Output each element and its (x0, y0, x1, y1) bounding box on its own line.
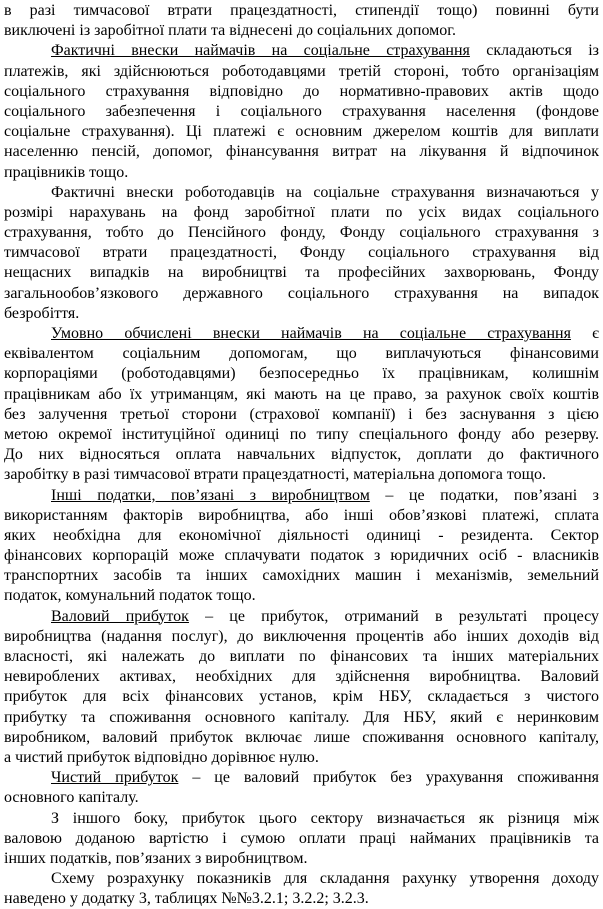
text-line (4, 142, 599, 162)
text-line (4, 183, 599, 203)
text-line (4, 364, 599, 384)
line-text: виробництва (надання послуг), до виключення процентів або інших доходів від (4, 627, 599, 645)
line-text: розмірі нарахувань на фонд заробітної плати по усіх видах соціального (4, 203, 599, 221)
paragraph (4, 183, 599, 324)
line-text: транспортних засобів та інших самохідних машин і механізмів, земельний (4, 567, 599, 585)
line-text: працівникам або їх утриманцям, які мають на це право, за рахунок своїх коштів (4, 385, 599, 403)
text-line (4, 748, 599, 768)
line-text: соціального забезпечення і соціального страхування населення (фондове (4, 102, 599, 120)
line-text: невироблених активах, необхідних для здійснення виробництва. Валовий (4, 668, 599, 686)
line-text: соціальне страхування). Ці платежі є основним джерелом коштів для виплати (4, 123, 599, 141)
line-text: валовою доданою вартістю і сумою оплати праці найманих працівників та (4, 829, 599, 847)
line-text: загальнообов’язкового державного соціального страхування на випадок (4, 284, 599, 302)
line-text: – це валовий прибуток без урахування споживання (192, 769, 600, 787)
text-line (4, 41, 599, 61)
text-line (4, 586, 599, 606)
text-line (4, 405, 599, 425)
text-line (4, 344, 599, 364)
line-text: заробітку в разі тимчасової втрати працездатності, матеріальна допомога тощо. (4, 466, 546, 484)
underlined-term: Інші податки, пов’язані з виробництвом (51, 486, 370, 504)
text-line (4, 102, 599, 122)
text-line (4, 445, 599, 465)
paragraph (4, 41, 599, 182)
text-line (4, 82, 599, 102)
text-line (4, 263, 599, 283)
text-line (4, 788, 599, 808)
text-line (4, 768, 599, 788)
text-line (4, 284, 599, 304)
line-text: корпораціями (роботодавцями) безпосередньо їх працівникам, колишнім (4, 365, 599, 383)
line-text: податок, комунальний податок тощо. (4, 587, 256, 605)
text-line (4, 708, 599, 728)
text-line (4, 62, 599, 82)
text-line (4, 728, 599, 748)
line-text: наведено у додатку 3, таблицях №№3.2.1; 3.2.2; 3.2.3. (4, 890, 369, 908)
line-text: виключені із заробітної плати та віднесені до соціальних допомог. (4, 22, 457, 40)
text-line (4, 486, 599, 506)
line-text: прибуток для всіх фінансових установ, крім НБУ, складається з чистого (4, 688, 599, 706)
text-line (4, 304, 599, 324)
text-line (4, 21, 599, 41)
underlined-term: Валовий прибуток (51, 607, 189, 625)
text-line (4, 829, 599, 849)
text-line (4, 687, 599, 707)
paragraph (4, 324, 599, 486)
text-line (4, 203, 599, 223)
text-line (4, 223, 599, 243)
line-text: працівників тощо. (4, 163, 129, 181)
line-text: З іншого боку, прибуток цього сектору визначається як різниця між (51, 809, 599, 827)
line-text: а чистий прибуток відповідно дорівнює нулю. (4, 748, 319, 766)
text-line (4, 566, 599, 586)
line-text: фінансових корпорацій може сплачувати податок з юридичних осіб - власників (4, 547, 599, 565)
paragraph (4, 809, 599, 870)
paragraph (4, 768, 599, 808)
text-line (4, 163, 599, 183)
line-text: виробником, валовий прибуток включає лише споживання основного капіталу, (4, 728, 599, 746)
text-line (4, 526, 599, 546)
line-text: – це прибуток, отриманий в результаті процесу (205, 607, 599, 625)
line-text: безробіття. (4, 304, 80, 322)
line-text: без залучення третьої сторони (страхової компанії) і без заснування з цією (4, 405, 599, 423)
text-line (4, 243, 599, 263)
paragraph (4, 869, 599, 909)
text-line (4, 546, 599, 566)
text-line (4, 324, 599, 344)
paragraph (4, 486, 599, 607)
line-text: інших податків, пов’язаних з виробництвом. (4, 849, 308, 867)
line-text: соціального страхування відповідно до нормативно-правових актів щодо (4, 82, 599, 100)
line-text: еквівалентом соціальним допомогам, що виплачуються фінансовими (4, 345, 599, 363)
text-line (4, 849, 599, 869)
line-text: населенню пенсій, допомог, фінансування витрат на лікування й відпочинок (4, 143, 599, 161)
line-text: в разі тимчасової втрати працездатності, стипендії тощо) повинні бути (4, 2, 599, 19)
text-line (4, 809, 599, 829)
text-line (4, 627, 599, 647)
line-text: є (592, 325, 600, 342)
line-text: прибутку та споживання основного капіталу. Для НБУ, який є неринковим (4, 708, 599, 726)
line-text: складаються із (486, 42, 600, 60)
underlined-term: Чистий прибуток (51, 769, 179, 787)
text-line (4, 425, 599, 445)
line-text: Схему розрахунку показників для складання рахунку утворення доходу (51, 870, 599, 888)
line-text: До них відносяться оплата навчальних відпусток, доплати до фактичного (4, 446, 599, 464)
line-text: яких необхідна для економічної діяльності одиниці - резидента. Сектор (4, 526, 599, 544)
text-line (4, 889, 599, 909)
text-line (4, 385, 599, 405)
line-text: страхування, тобто до Пенсійного фонду, Фонду соціального страхування з (4, 224, 599, 242)
text-line (4, 607, 599, 627)
line-text: метою окремої інституційної одиниці по типу спеціального фонду або резерву. (4, 425, 599, 443)
underlined-term: Фактичні внески наймачів на соціальне страхування (51, 42, 470, 60)
text-line (4, 1, 599, 21)
line-text: – це податки, пов’язані з (385, 486, 600, 504)
line-text: тимчасової втрати працездатності, Фонду соціального страхування від (4, 244, 599, 262)
paragraph (4, 1, 599, 41)
text-line (4, 869, 599, 889)
text-line (4, 647, 599, 667)
text-line (4, 667, 599, 687)
underlined-term: Умовно обчислені внески наймачів на соціальне страхування (51, 325, 571, 342)
line-text: основного капіталу. (4, 789, 139, 807)
text-line (4, 465, 599, 485)
line-text: Фактичні внески роботодавців на соціальне страхування визначаються у (51, 183, 599, 201)
line-text: власності, які належать до виплати по фінансових та інших матеріальних (4, 648, 599, 665)
line-text: нещасних випадків на виробництві та професійних захворювань, Фонду (4, 264, 599, 282)
text-line (4, 506, 599, 526)
paragraph (4, 607, 599, 769)
text-line (4, 122, 599, 142)
line-text: використанням факторів виробництва, або інші обов’язкові платежі, сплата (4, 506, 599, 524)
line-text: платежів, які здійснюються роботодавцями третій стороні, тобто організаціям (4, 62, 599, 80)
